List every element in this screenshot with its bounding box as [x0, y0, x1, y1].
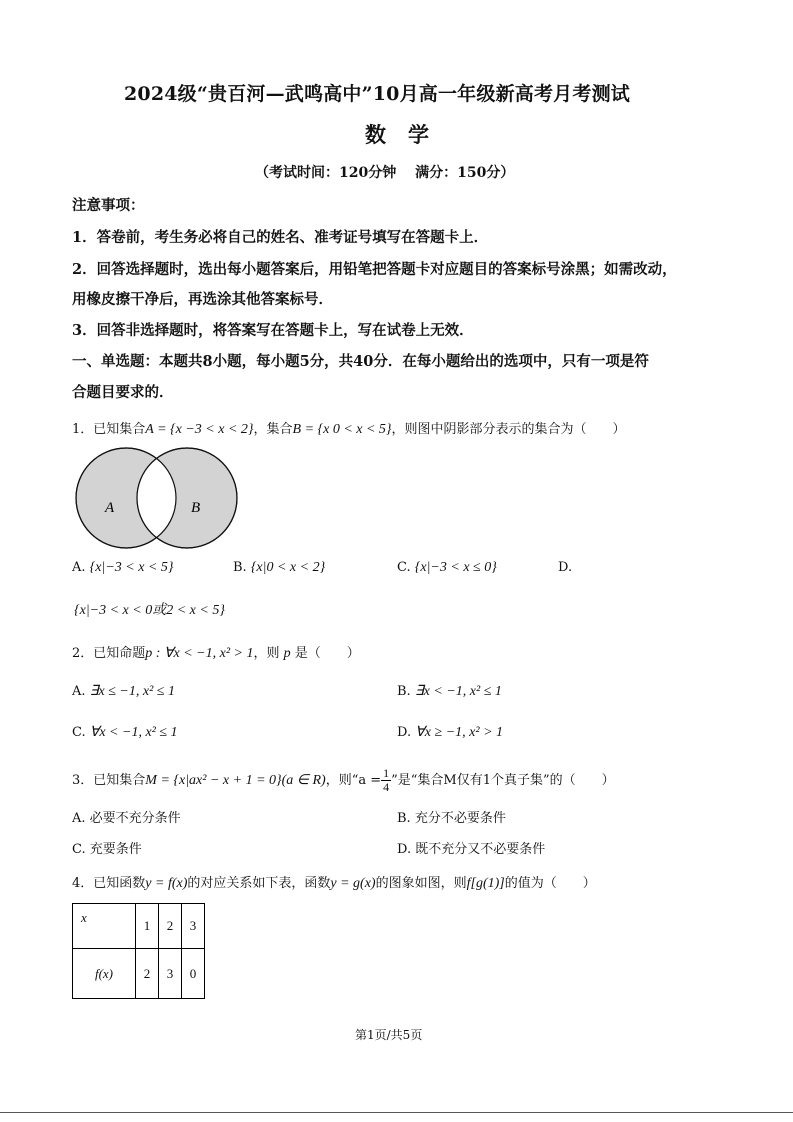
q2-option-b[interactable] [397, 683, 502, 700]
option-text: ∃x < −1, x² ≤ 1 [414, 684, 502, 699]
option-label: B. [233, 560, 247, 575]
option-label: D. [397, 842, 412, 857]
q3-stem [72, 767, 615, 794]
q1-mid: ，集合 [253, 422, 293, 437]
q1-set-b: B = {x 0 < x < 5} [292, 422, 392, 437]
table-cell: 2 [136, 949, 159, 999]
q2-stem [72, 642, 360, 662]
q1-option-c[interactable] [397, 560, 497, 576]
q1-stem [72, 418, 626, 438]
option-text: {x|−3 < x < 5} [89, 560, 174, 575]
function-table [72, 903, 205, 999]
option-text: {x|−3 < x ≤ 0} [414, 560, 497, 575]
note-item: 1．答卷前，考生务必将自己的姓名、准考证号填写在答题卡上． [72, 229, 489, 246]
q2-mid: ，则 [253, 646, 280, 661]
q4-suffix: 的值为（ ） [504, 876, 596, 891]
table-header-x: x [73, 904, 136, 949]
q2-option-d[interactable] [397, 724, 503, 741]
table-cell: 3 [159, 949, 182, 999]
q3-option-a[interactable] [72, 807, 181, 826]
q3-option-b[interactable] [397, 807, 506, 826]
q3-frac-num: 1 [383, 766, 390, 780]
q3-fraction [381, 767, 391, 794]
q3-option-c[interactable] [72, 838, 142, 857]
q1-prefix: 1．已知集合 [72, 422, 146, 437]
table-cell: 3 [182, 904, 205, 949]
table-row [73, 949, 205, 999]
q1-option-d-text: {x|−3 < x < 0或2 < x < 5} [74, 603, 225, 618]
bottom-divider [0, 1112, 793, 1113]
q2-option-c[interactable] [72, 724, 178, 741]
q2-option-a[interactable] [72, 683, 175, 700]
notes-heading: 注意事项： [72, 197, 145, 214]
table-cell: 2 [159, 904, 182, 949]
q2-suffix: 是（ ） [294, 646, 360, 661]
q2-proposition: p : ∀x < −1, x² > 1 [145, 646, 254, 661]
option-label: C. [72, 725, 86, 740]
option-text: ∀x ≥ −1, x² > 1 [415, 725, 504, 740]
q4-mid1: 的对应关系如下表，函数 [187, 876, 331, 891]
q3-prefix: 3．已知集合 [72, 773, 146, 788]
option-text: 充分不必要条件 [414, 811, 506, 826]
q4-f-expr: y = f(x) [145, 876, 188, 891]
venn-diagram [72, 446, 246, 550]
section-heading-cont: 合题目要求的． [72, 384, 174, 401]
note-item: 3．回答非选择题时，将答案写在答题卡上，写在试卷上无效． [72, 322, 474, 339]
option-label: C. [72, 842, 86, 857]
q1-suffix: ，则图中阴影部分表示的集合为（ ） [391, 422, 626, 437]
subject-title: 数学 [365, 122, 451, 147]
option-label: A. [72, 684, 86, 699]
option-text: 充要条件 [89, 842, 142, 857]
q3-set: M = {x|ax² − x + 1 = 0}(a ∈ R) [145, 773, 326, 788]
note-item: 用橡皮擦干净后，再选涂其他答案标号． [72, 291, 333, 308]
q1-option-a[interactable] [72, 560, 174, 576]
option-label: B. [397, 684, 411, 699]
table-cell: 1 [136, 904, 159, 949]
option-label: B. [397, 811, 411, 826]
q4-g-expr: y = g(x) [330, 876, 376, 891]
q3-option-d[interactable] [397, 838, 545, 857]
option-label: A. [72, 560, 86, 575]
option-label: C. [397, 560, 411, 575]
table-cell: 0 [182, 949, 205, 999]
exam-info: （考试时间：120分钟 满分：150分） [255, 165, 515, 181]
q1-option-b[interactable] [233, 560, 325, 576]
page-number: 第1页/共5页 [355, 1028, 423, 1042]
q1-set-a: A = {x −3 < x < 2} [145, 422, 254, 437]
table-header-fx: f(x) [73, 949, 136, 999]
option-text: ∃x ≤ −1, x² ≤ 1 [89, 684, 175, 699]
q3-frac-den: 4 [383, 780, 390, 794]
note-item: 2．回答选择题时，选出每小题答案后，用铅笔把答题卡对应题目的答案标号涂黑；如需改动， [72, 261, 677, 278]
venn-label-a: A [105, 500, 115, 516]
option-label: D. [397, 725, 412, 740]
option-text: {x|0 < x < 2} [250, 560, 326, 575]
option-text: 既不充分又不必要条件 [415, 842, 546, 857]
exam-title: 2024级“贵百河—武鸣高中”10月高一年级新高考月考测试 [124, 83, 630, 105]
option-label: A. [72, 811, 86, 826]
q4-stem [72, 872, 596, 892]
option-label: D. [558, 560, 573, 575]
q2-p: p [283, 646, 291, 661]
q2-prefix: 2．已知命题 [72, 646, 146, 661]
q4-prefix: 4．已知函数 [72, 876, 146, 891]
option-text: ∀x < −1, x² ≤ 1 [89, 725, 178, 740]
q3-suffix: ”是“集合M仅有1个真子集”的（ ） [391, 773, 615, 788]
venn-label-b: B [191, 500, 201, 516]
section-heading: 一、单选题：本题共8小题，每小题5分，共40分．在每小题给出的选项中，只有一项是符 [72, 353, 649, 370]
option-text: 必要不充分条件 [89, 811, 181, 826]
q4-mid2: 的图象如图，则 [375, 876, 467, 891]
q1-option-d[interactable] [558, 560, 572, 575]
table-row [73, 904, 205, 949]
q3-mid: ，则“a = [325, 773, 382, 788]
q4-fg-expr: f[g(1)] [466, 876, 505, 891]
